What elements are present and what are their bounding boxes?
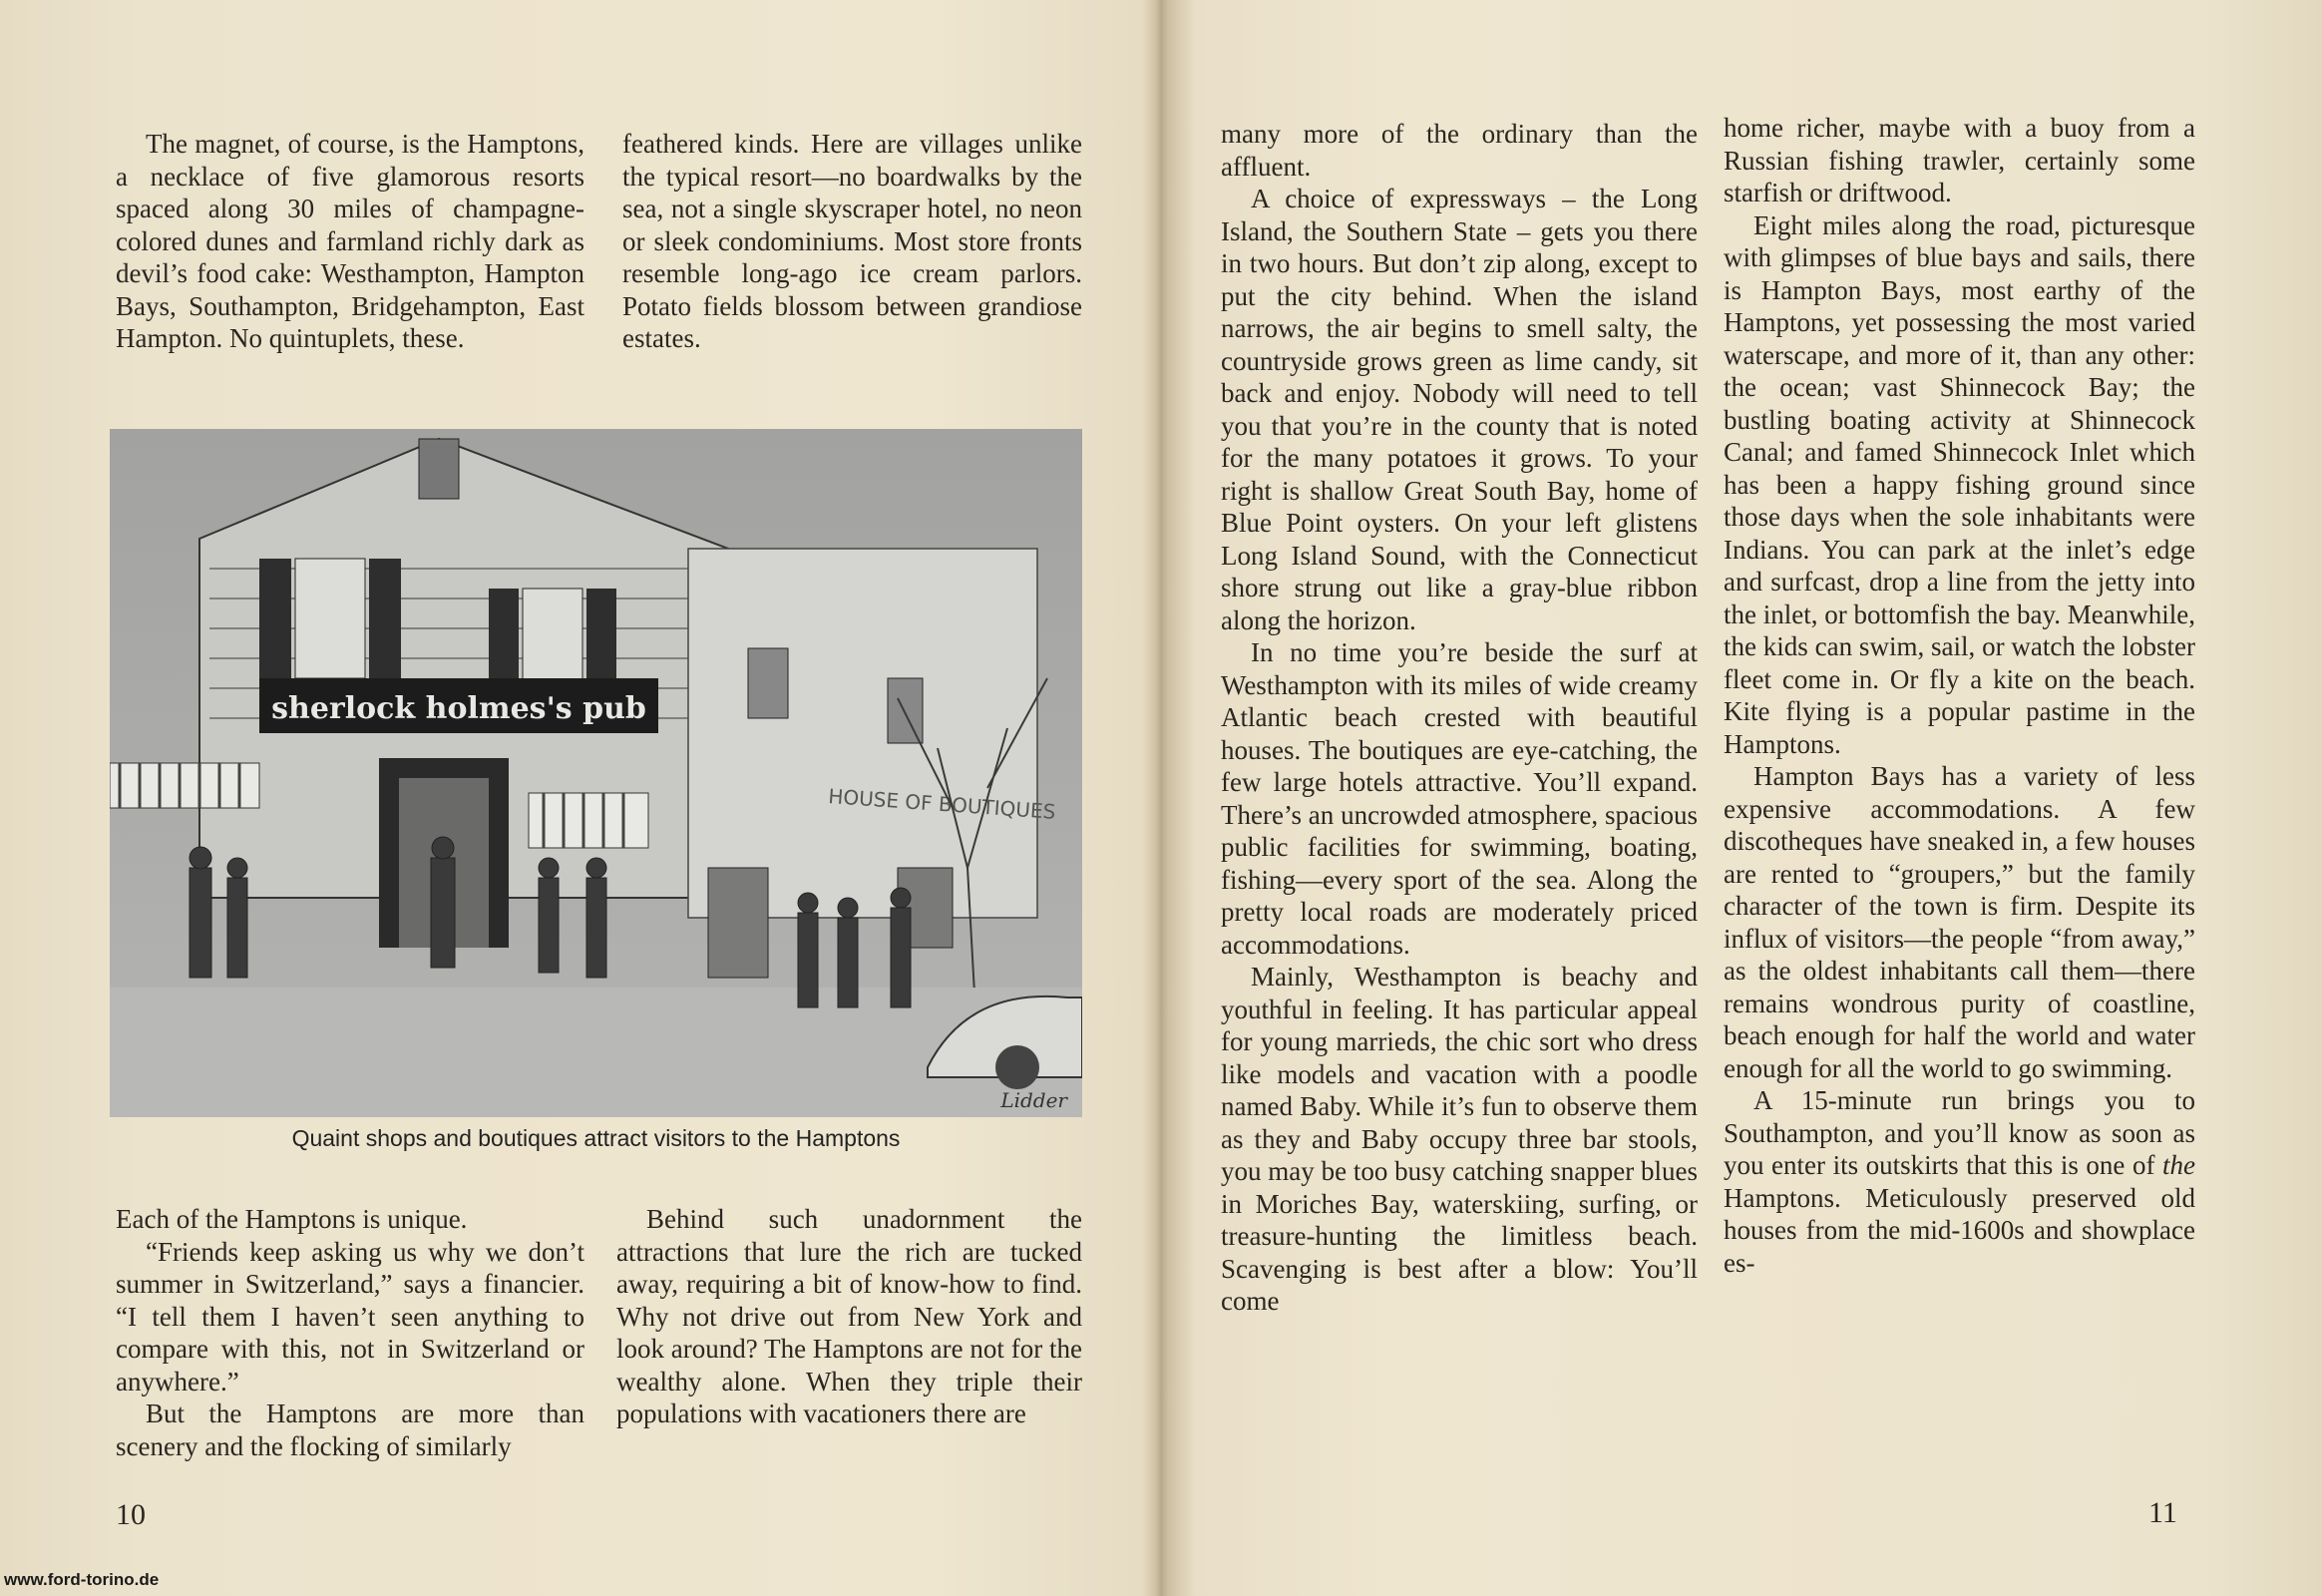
- paragraph: Behind such unadornment the attractions that lure the rich are tucked away, requiring a bit of know-how to find. Why not drive out from New York and look around? The Hamptons are not for the wealthy alone. When they triple their populations with vacationers there are: [616, 1204, 1082, 1428]
- right-column-1: [1221, 118, 1698, 1318]
- paragraph: Hampton Bays has a variety of less expensive accommodations. A few discotheques have sneaked in, a few houses are rented to “groupers,” but the family character of the town is firm. Despite its influx of visitors—the people “from away,” as the oldest inhabitants call them—there remains wondrous purity of coastline, beach enough for half the world and water enough for all the world to go swimming.: [1724, 761, 2195, 1083]
- left-bottom-column-2: [616, 1203, 1082, 1430]
- paragraph: Eight miles along the road, picturesque with glimpses of blue bays and sails, there is Hampton Bays, most earthy of the Hamptons, yet possessing the most varied waterscape, and more of it, than any other: the ocean; vast Shinnecock Bay; the bustling boating activity at Shinnecock Canal; and famed Shinnecock Inlet which has been a happy fishing ground since those days when the sole inhabitants were Indians. You can park at the inlet’s edge and surfcast, drop a line from the jetty into the inlet, or bottomfish the bay. Meanwhile, the kids can swim, sail, or watch the lobster fleet come in. Or fly a kite on the beach. Kite flying is a popular pastime in the Hamptons.: [1724, 209, 2195, 759]
- paragraph: home richer, maybe with a buoy from a Russian fishing trawler, certainly some starfish or driftwood.: [1724, 113, 2195, 207]
- paragraph: The magnet, of course, is the Hamptons, a necklace of five glamorous resorts spaced along 30 miles of champagne-colored dunes and farmland richly dark as devil’s food cake: Westhampton, Hampton Bays, Southampton, Bridgehampton, East Hampton. No quintuplets, these.: [116, 129, 584, 353]
- boutiques-sign-text: HOUSE OF BOUTIQUES: [827, 784, 1057, 824]
- paragraph: feathered kinds. Here are villages unlike the typical resort—no boardwalks by the sea, not a single skyscraper hotel, no neon or sleek condominiums. Most store fronts resemble long-ago ice cream parlors. Potato fields blossom between grandiose estates.: [622, 129, 1082, 353]
- left-top-column-1: [116, 128, 584, 355]
- artist-signature: Lidder: [1000, 1088, 1067, 1112]
- paragraph: [1724, 1084, 2195, 1279]
- paragraph: But the Hamptons are more than scenery and the flocking of similarly: [116, 1398, 584, 1461]
- paragraph: A choice of expressways – the Long Island, the Southern State – gets you there in two hours. But don’t zip along, except to put the city behind. When the island narrows, the air begins to smell salty, the countryside grows green as lime candy, sit back and enjoy. Nobody will need to tell you that you’re in the county that is noted for the many potatoes it grows. To your right is shallow Great South Bay, home of Blue Point oysters. On your left glistens Long Island Sound, with the Connecticut shore strung out like a gray-blue ribbon along the horizon.: [1221, 184, 1698, 635]
- paragraph: Mainly, Westhampton is beachy and youthful in feeling. It has particular appeal for young marrieds, the chic sort who dress like models and vacation with a poodle named Baby. While it’s fun to observe them as they and Baby occupy three bar stools, you may be too busy catching snapper blues in Moriches Bay, waterskiing, surfing, or treasure-hunting the limitless beach. Scavenging is best after a blow: You’ll come: [1221, 962, 1698, 1316]
- right-column-2: [1724, 112, 2195, 1279]
- right-page: [1165, 0, 2322, 1596]
- italic-word: the: [2162, 1150, 2195, 1180]
- paragraph: In no time you’re beside the surf at Westhampton with its miles of wide creamy Atlantic beach crested with beautiful houses. The boutiques are eye-catching, the few large hotels attractive. You’ll expand. There’s an uncrowded atmosphere, spacious public facilities for swimming, boating, fishing—every sport of the sea. Along the pretty local roads are moderately priced accommodations.: [1221, 637, 1698, 960]
- page-number-left: 10: [116, 1498, 146, 1531]
- paragraph: “Friends keep asking us why we don’t summer in Switzerland,” says a financier. “I tell them I haven’t seen anything to compare with this, not in Switzerland or anywhere.”: [116, 1236, 584, 1396]
- illustration-caption: Quaint shops and boutiques attract visitors to the Hamptons: [291, 1125, 901, 1151]
- watermark-url: www.ford-torino.de: [4, 1570, 160, 1589]
- left-top-column-2: [622, 128, 1082, 355]
- paragraph: Each of the Hamptons is unique.: [116, 1204, 468, 1234]
- left-bottom-column-1: [116, 1203, 584, 1462]
- left-page: [0, 0, 1157, 1596]
- illustration-storefronts: [110, 429, 1082, 1117]
- paragraph: many more of the ordinary than the affluent.: [1221, 119, 1698, 182]
- text-span: Hamptons. Meticulously preserved old houses from the mid-1600s and showplace es-: [1724, 1182, 2195, 1278]
- text-span: A 15-minute run brings you to Southampton, and you’ll know as soon as you enter its outskirts that this is one of: [1724, 1085, 2195, 1180]
- page-number-right: 11: [2148, 1496, 2177, 1529]
- sketch-drawing: [110, 429, 1082, 1117]
- pub-sign-text: sherlock holmes's pub: [271, 691, 646, 726]
